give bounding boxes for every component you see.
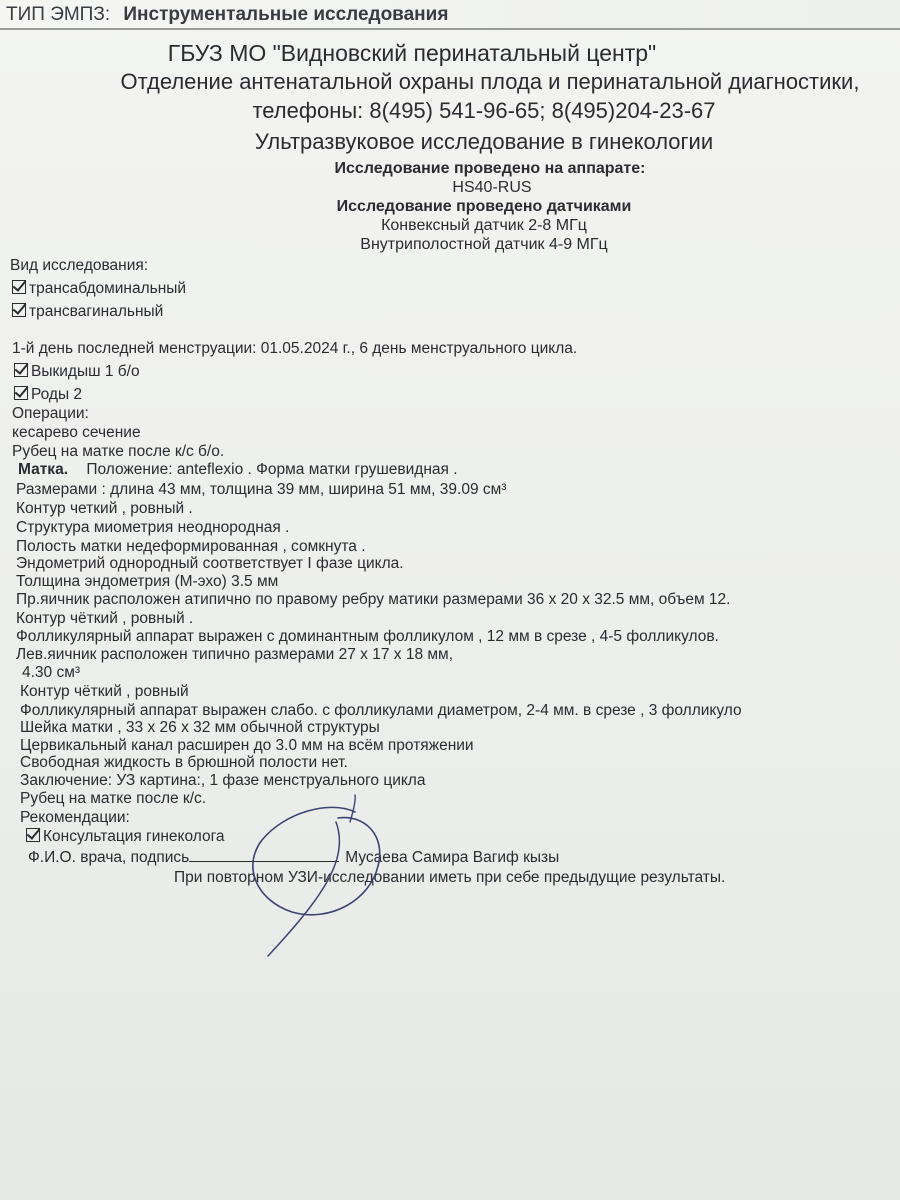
phones: телефоны: 8(495) 541-96-65; 8(495)204-23-67	[252, 98, 716, 123]
left-ovary-position: Лев.яичник расположен типично размерами 27 х 17 х 18 мм,	[16, 646, 454, 663]
scar-note: Рубец на матке после к/с б/о.	[12, 443, 225, 460]
sensor-convex: Конвексный датчик 2-8 МГц	[381, 217, 587, 234]
uterus-contour: Контур четкий , ровный .	[16, 500, 193, 517]
conclusion-scar: Рубец на матке после к/с.	[20, 790, 207, 807]
sensors-label: Исследование проведено датчиками	[336, 198, 632, 215]
conclusion: Заключение: УЗ картина:, 1 фазе менструального цикла	[20, 772, 426, 789]
uterus-size: Размерами : длина 43 мм, толщина 39 мм, ширина 51 мм, 39.09 см³	[16, 481, 507, 498]
miscarriage-label: Выкидыш 1 б/о	[31, 363, 140, 380]
endometrium: Эндометрий однородный соответствует I фазе цикла.	[16, 555, 404, 572]
cervix-size: Шейка матки , 33 х 26 х 32 мм обычной структуры	[20, 719, 380, 736]
right-ovary-position: Пр.яичник расположен атипично по правому ребру матики размерами 36 х 20 х 32.5 мм, объем 12.	[16, 591, 731, 608]
signature-label: Ф.И.О. врача, подпись	[28, 849, 190, 866]
department-name: Отделение антенатальной охраны плода и перинатальной диагностики,	[120, 69, 860, 94]
operation-item: кесарево сечение	[12, 424, 141, 441]
right-ovary-follicles: Фолликулярный аппарат выражен с доминантным фолликулом , 12 мм в срезе , 4-5 фолликулов.	[16, 628, 719, 645]
exam-type-option-1-label: трансабдоминальный	[29, 280, 187, 297]
operations-label: Операции:	[12, 405, 89, 422]
lmp-line: 1-й день последней менструации: 01.05.2024 г., 6 день менструального цикла.	[12, 340, 578, 357]
recommendations-label: Рекомендации:	[20, 809, 130, 826]
uterus-label: Матка.	[18, 461, 68, 478]
footer-note: При повторном УЗИ-исследовании иметь при себе предыдущие результаты.	[174, 869, 726, 886]
births-label: Роды 2	[31, 386, 83, 403]
myometrium: Структура миометрия неоднородная .	[16, 519, 290, 536]
exam-title: Ультразвуковое исследование в гинекологии	[254, 129, 714, 154]
exam-type-label: Вид исследования:	[10, 257, 149, 274]
uterus-position: Положение: anteflexio . Форма матки грушевидная .	[86, 461, 458, 478]
left-ovary-volume: 4.30 см³	[22, 664, 81, 681]
sensor-intracavity: Внутриполостной датчик 4-9 МГц	[360, 236, 608, 253]
doctor-name: Мусаева Самира Вагиф кызы	[345, 849, 560, 866]
institution-name: ГБУЗ МО "Видновский перинатальный центр"	[167, 40, 657, 66]
endometrium-thickness: Толщина эндометрия (М-эхо) 3.5 мм	[16, 573, 279, 590]
uterine-cavity: Полость матки недеформированная , сомкнута .	[16, 538, 366, 555]
recommendation-label: Консультация гинеколога	[43, 828, 225, 845]
left-ovary-follicles: Фолликулярный аппарат выражен слабо. с фолликулами диаметром, 2-4 мм. в срезе , 3 фолликуло	[20, 702, 742, 719]
left-ovary-contour: Контур чёткий , ровный	[20, 683, 189, 700]
exam-type-option-2-label: трансвагинальный	[29, 303, 164, 320]
cervical-canal: Цервикальный канал расширен до 3.0 мм на всём протяжении	[20, 737, 474, 754]
header-label: ТИП ЭМПЗ:	[6, 4, 111, 25]
device-model: HS40-RUS	[452, 179, 532, 196]
right-ovary-contour: Контур чёткий , ровный .	[16, 610, 194, 627]
header-value: Инструментальные исследования	[123, 4, 449, 25]
free-fluid: Свободная жидкость в брюшной полости нет.	[20, 754, 348, 771]
device-label: Исследование проведено на аппарате:	[334, 160, 646, 177]
